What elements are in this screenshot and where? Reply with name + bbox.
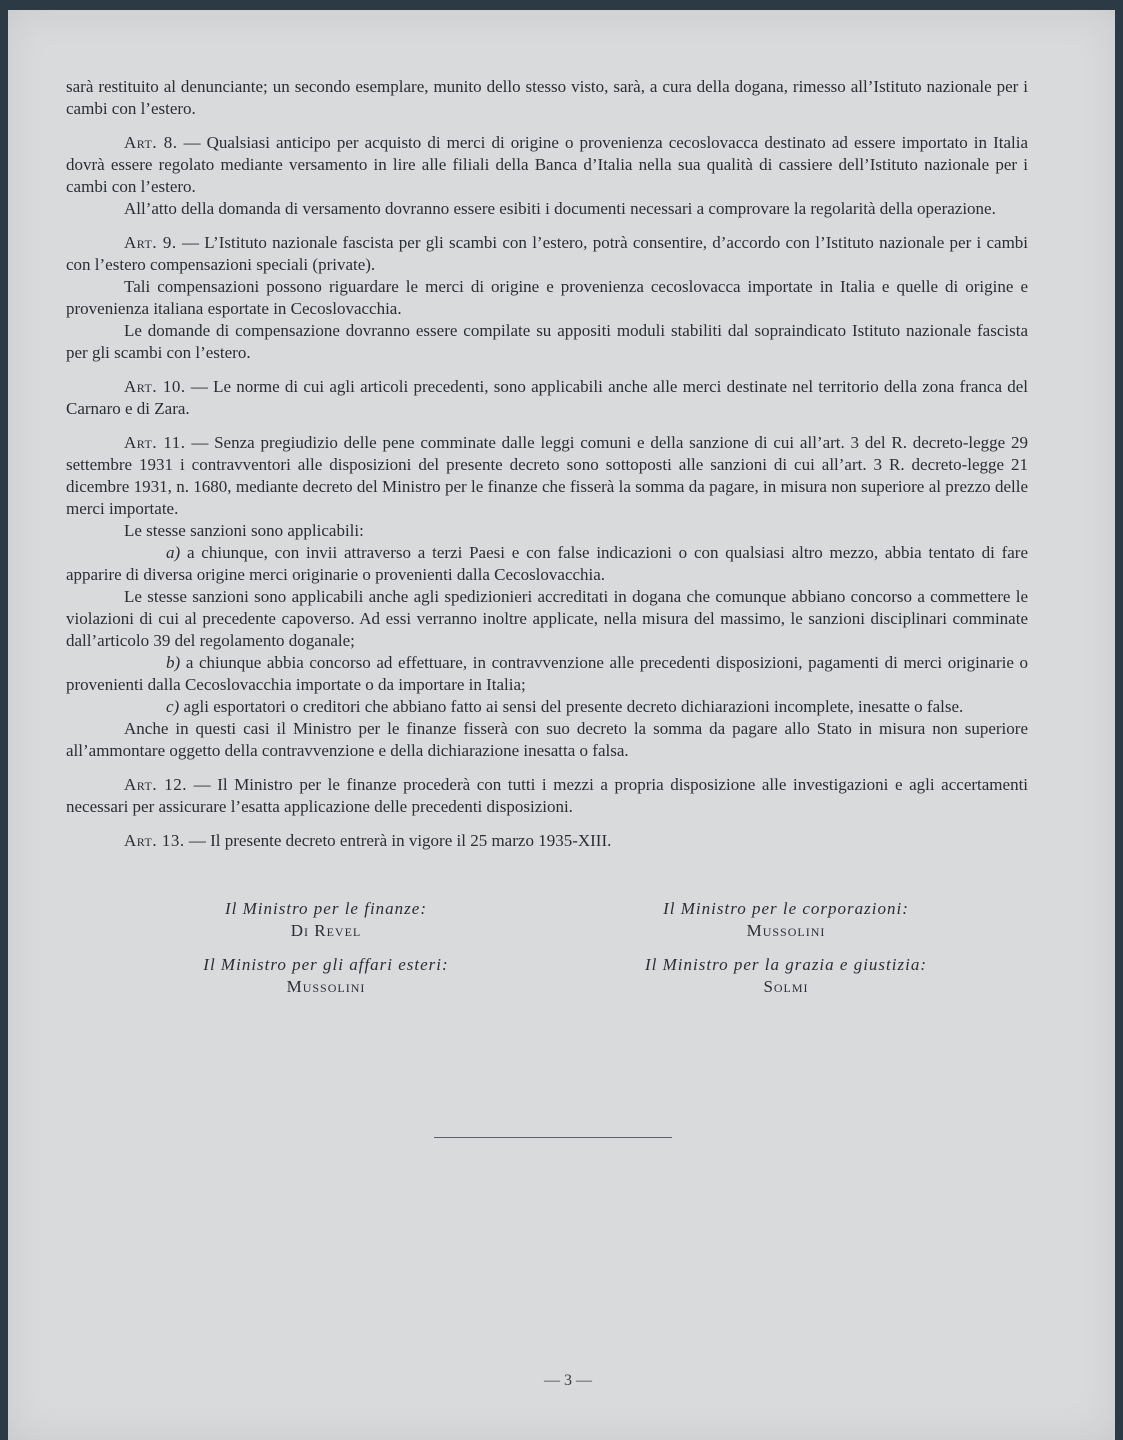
signature-role: Il Ministro per le corporazioni: [663,899,909,918]
body-paragraph [66,520,1028,542]
signature-role: Il Ministro per gli affari esteri: [203,955,449,974]
paragraph-text: Anche in questi casi il Ministro per le finanze fisserà con suo decreto la somma da pagare allo Stato in misura non superiore all’ammontare oggetto della contravvenzione e della dichiarazione inesatta o falsa. [66,719,1028,760]
body-paragraph [66,586,1028,652]
paragraph-text: — Il Ministro per le finanze procederà con tutti i mezzi a propria disposizione alle investigazioni e agli accertamenti necessari per assicurare l’esatta applicazione delle precedenti disposizioni. [66,775,1029,816]
paragraph-text: Le stesse sanzioni sono applicabili anche agli spedizionieri accreditati in dogana che comunque abbiano concorso a commettere le violazioni di cui al precedente capoverso. Ad essi verranno inoltre applicate, nella misura del massimo, le sanzioni disciplinari comminate dall’articolo 39 del regolamento doganale; [66,587,1028,650]
page-number: — 3 — [544,1372,592,1389]
article-label: Art. 10. [124,377,186,396]
body-paragraph [66,718,1028,762]
paragraph-text: agli esportatori o creditori che abbiano fatto ai sensi del presente decreto dichiarazioni incomplete, inesatte o false. [183,697,964,716]
paragraph-text: Le domande di compensazione dovranno essere compilate su appositi moduli stabiliti dal sopraindicato Istituto nazionale fascista per gli scambi con l’estero. [66,321,1028,362]
document-page [8,10,1115,1440]
paragraph-text: sarà restituito al denunciante; un secondo esemplare, munito dello stesso visto, sarà, a cura della dogana, rimesso all’Istituto nazionale per i cambi con l’estero. [66,77,1028,118]
signature-role: Il Ministro per le finanze: [224,899,427,918]
signature-name: Solmi [763,977,809,996]
body-paragraph [66,320,1028,364]
article-label: Art. 12. [124,775,187,794]
signature-column-left [106,898,546,1010]
paragraph-text: Le stesse sanzioni sono applicabili: [124,521,364,540]
signature-column-right [566,898,1006,1010]
decree-text [66,76,1028,852]
paragraph-text: — Senza pregiudizio delle pene comminate dalle leggi comuni e della sanzione di cui all’art. 3 del R. decreto-legge 29 settembre 1931 i contravventori alle disposizioni del presente decreto sono sottoposti alle sanzioni di cui all’art. 3 R. decreto-legge 21 dicembre 1931, n. 1680, mediante decreto del Ministro per le finanze che fisserà la somma da pagare, in misura non superiore al prezzo delle merci importate. [66,433,1028,518]
paragraph-text: — Qualsiasi anticipo per acquisto di merci di origine o provenienza cecoslovacca destinato ad essere importato in Italia dovrà essere regolato mediante versamento in lire alle filiali della Banca d’Italia nella sua qualità di cassiere dell’Istituto nazionale per i cambi con l’estero. [66,133,1029,196]
article-paragraph [66,232,1028,276]
continued-paragraph [66,76,1028,120]
sub-item-label: a) [166,543,181,562]
article-label: Art. 9. [124,233,177,252]
sub-item-label: c) [166,697,180,716]
closing-rule [434,1137,672,1138]
paragraph-text: Tali compensazioni possono riguardare le merci di origine e provenienza cecoslovacca importate in Italia e quelle di origine e provenienza italiana esportate in Cecoslovacchia. [66,277,1028,318]
signature-name: Mussolini [746,921,826,940]
paragraph-text: All’atto della domanda di versamento dovranno essere esibiti i documenti necessari a comprovare la regolarità della operazione. [124,199,996,218]
sub-item-paragraph [66,652,1028,696]
paragraph-text: a chiunque abbia concorso ad effettuare, in contravvenzione alle precedenti disposizioni, pagamenti di merci originarie o provenienti dalla Cecoslovacchia importate o da importare in Italia; [66,653,1028,694]
sub-item-paragraph [66,696,1028,718]
article-paragraph [66,432,1028,520]
article-paragraph [66,830,1028,852]
article-paragraph [66,376,1028,420]
sub-item-label: b) [166,653,181,672]
signature-name: Di Revel [290,921,362,940]
article-paragraph [66,774,1028,818]
signature-name: Mussolini [286,977,366,996]
body-paragraph [66,276,1028,320]
article-paragraph [66,132,1028,198]
sub-item-paragraph [66,542,1028,586]
paragraph-text: — Le norme di cui agli articoli precedenti, sono applicabili anche alle merci destinate nel territorio della zona franca del Carnaro e di Zara. [66,377,1029,418]
paragraph-text: — L’Istituto nazionale fascista per gli scambi con l’estero, potrà consentire, d’accordo con l’Istituto nazionale per i cambi con l’estero compensazioni speciali (private). [66,233,1029,274]
article-label: Art. 8. [124,133,178,152]
article-label: Art. 13. [124,831,185,850]
paragraph-text: a chiunque, con invii attraverso a terzi Paesi e con false indicazioni o con qualsiasi altro mezzo, abbia tentato di fare apparire di diversa origine merci originarie o provenienti dalla Cecoslovacchia. [66,543,1028,584]
body-paragraph [66,198,1028,220]
paragraph-text: — Il presente decreto entrerà in vigore il 25 marzo 1935-XIII. [188,831,612,850]
article-label: Art. 11. [124,433,186,452]
signature-role: Il Ministro per la grazia e giustizia: [645,955,927,974]
